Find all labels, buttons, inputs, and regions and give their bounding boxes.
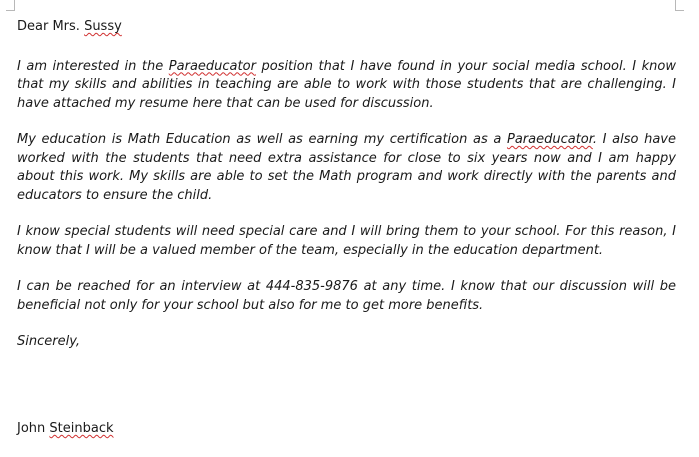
paragraph-education-rest: . I also have worked with the students that need extra assistance for close to six years now and I am happy about this work. My skills are able to set the Math program and work directly with the parents and educators to ensure the child. [17, 132, 676, 203]
right-margin-corner-mark [675, 0, 684, 11]
paragraph-interest [17, 58, 676, 114]
paragraph-education-start: My education is Math Education as well as earning my certification as a [17, 132, 507, 147]
left-margin-corner-mark [6, 0, 15, 11]
signature-first-name: John [17, 421, 50, 436]
paragraph-interest-rest: position that I have found in your social media school. I know that my skills and abilities in teaching are able to work with those students that are challenging. I have attached my resume here that can be used for discussion. [17, 58, 676, 111]
paraeducator-term-misspelled: Paraeducator [506, 132, 593, 147]
paraeducator-term-misspelled: Paraeducator [168, 58, 256, 74]
salutation-line [17, 18, 676, 37]
salutation-prefix: Dear Mrs. [17, 19, 85, 34]
paragraph-education [17, 131, 676, 205]
paragraph-special-care: I know special students will need special care and I will bring them to your school. For this reason, I know that I will be a valued member of the team, especially in the education department. [17, 224, 676, 258]
salutation-name-misspelled: Sussy [84, 19, 122, 34]
closing-line: Sincerely, [17, 334, 81, 349]
paragraph-interest-start: I am interested in the [17, 58, 169, 74]
paragraph-contact: I can be reached for an interview at 444-835-9876 at any time. I know that our discussion will be beneficial not only for your school but also for me to get more benefits. [17, 279, 676, 313]
signature-last-name-misspelled: Steinback [49, 421, 114, 436]
signature-line [17, 420, 114, 438]
letter-body[interactable] [17, 18, 676, 352]
